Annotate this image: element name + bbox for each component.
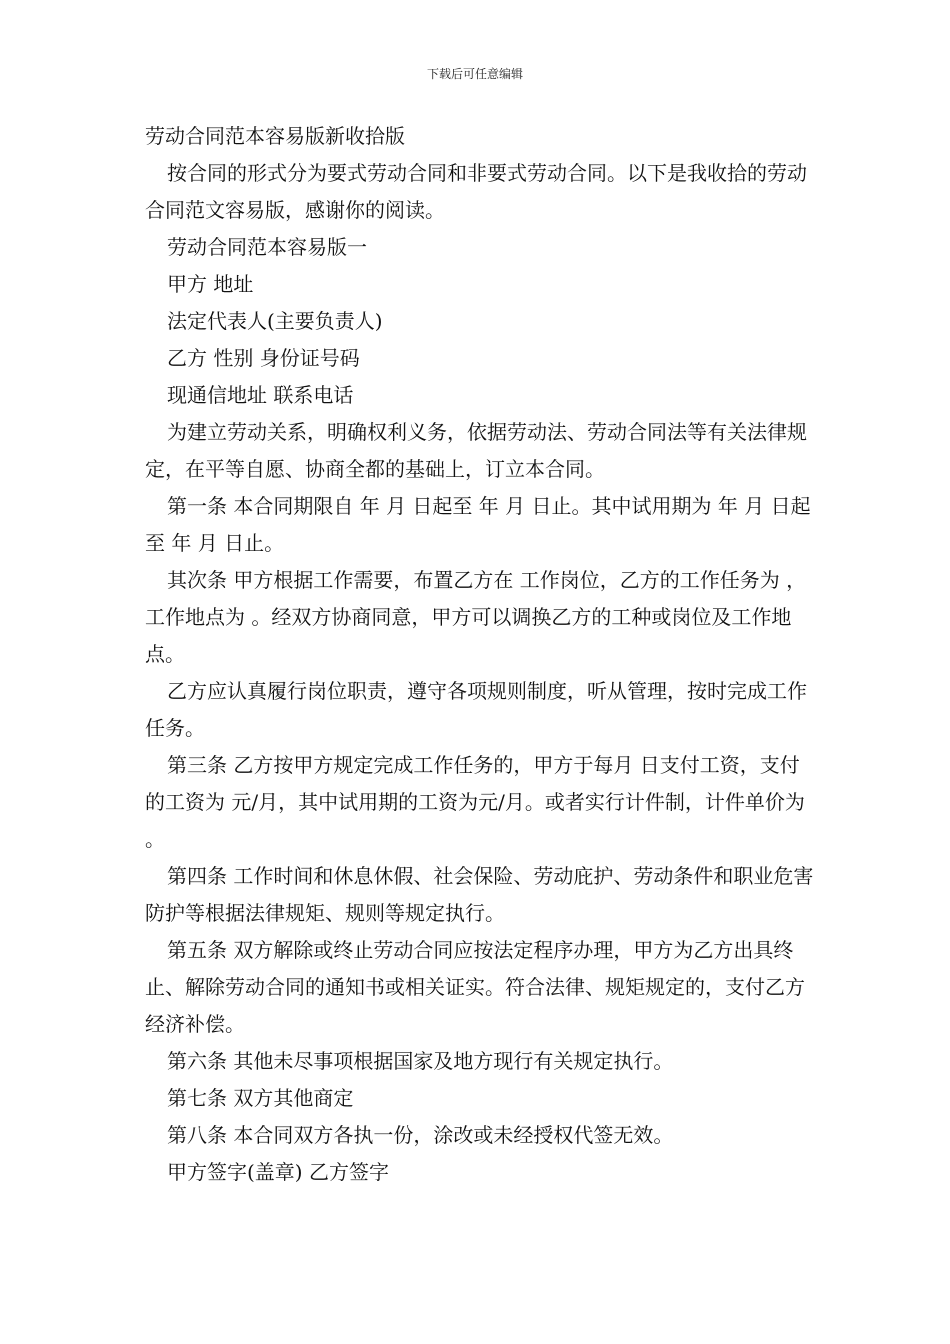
paragraph-party-a: 甲方 地址: [167, 272, 254, 296]
paragraph-legal-rep: 法定代表人(主要负责人): [167, 309, 383, 333]
paragraph-article-7: 第七条 双方其他商定: [167, 1086, 354, 1110]
paragraph-party-b: 乙方 性别 身份证号码: [167, 346, 360, 370]
paragraph-article-1: 第一条 本合同期限自 年 月 日起至 年 月 日止。其中试用期为 年 月 日起至 年 月 日止。: [145, 494, 811, 555]
paragraph-article-4: 第四条 工作时间和休息休假、社会保险、劳动庇护、劳动条件和职业危害防护等根据法律规矩、规则等规定执行。: [145, 864, 814, 925]
header-note: 下载后可任意编辑: [426, 67, 523, 81]
paragraph-article-6: 第六条 其他未尽事项根据国家及地方现行有关规定执行。: [167, 1049, 674, 1073]
document-body: [145, 118, 815, 1191]
paragraph-intro: 按合同的形式分为要式劳动合同和非要式劳动合同。以下是我收拾的劳动合同范文容易版，感谢你的阅读。: [145, 161, 807, 222]
paragraph-preamble: 为建立劳动关系，明确权利义务，依据劳动法、劳动合同法等有关法律规定，在平等自愿、协商全都的基础上，订立本合同。: [145, 420, 807, 481]
paragraph-version-heading: 劳动合同范本容易版一: [167, 235, 367, 259]
paragraph-signatures: 甲方签字(盖章) 乙方签字: [167, 1160, 389, 1184]
paragraph-article-5: 第五条 双方解除或终止劳动合同应按法定程序办理，甲方为乙方出具终止、解除劳动合同的通知书或相关证实。符合法律、规矩规定的，支付乙方经济补偿。: [145, 938, 805, 1036]
document-title: 劳动合同范本容易版新收拾版: [145, 124, 405, 148]
paragraph-article-2: 其次条 甲方根据工作需要，布置乙方在 工作岗位，乙方的工作任务为 ，工作地点为 。经双方协商同意，甲方可以调换乙方的工种或岗位及工作地点。: [145, 568, 807, 666]
paragraph-article-8: 第八条 本合同双方各执一份，涂改或未经授权代签无效。: [167, 1123, 674, 1147]
paragraph-article-3: 第三条 乙方按甲方规定完成工作任务的，甲方于每月 日支付工资，支付的工资为 元/月，其中试用期的工资为元/月。或者实行计件制，计件单价为 。: [145, 753, 805, 851]
paragraph-contact: 现通信地址 联系电话: [167, 383, 354, 407]
paragraph-duties: 乙方应认真履行岗位职责，遵守各项规则制度，听从管理，按时完成工作任务。: [145, 679, 807, 740]
